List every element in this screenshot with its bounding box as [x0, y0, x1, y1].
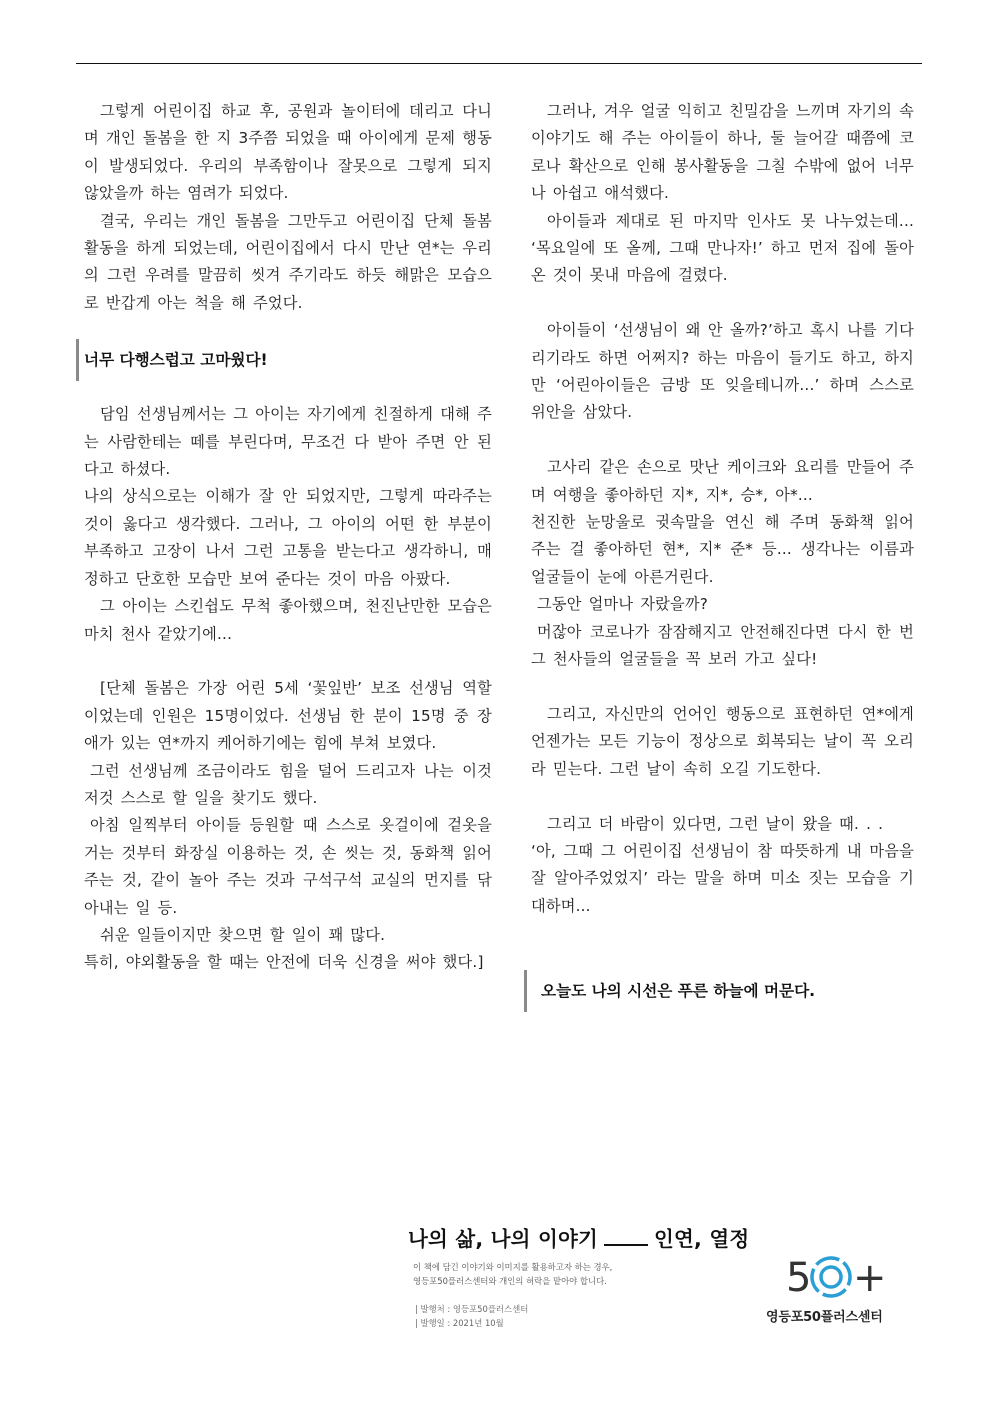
published-date: | 발행일 : 2021년 10월 — [415, 1318, 504, 1328]
spacer — [531, 920, 914, 970]
spacer — [531, 427, 914, 454]
book-title-left: 나의 삶, 나의 이야기 — [408, 1227, 599, 1251]
paragraph: 담임 선생님께서는 그 아이는 자기에게 친절하게 대해 주는 사람한테는 떼를 부린다며, 무조건 다 받아 주면 안 된다고 하셨다. — [84, 405, 492, 479]
heading-bar — [76, 339, 79, 381]
spacer — [84, 648, 492, 675]
paragraph: [단체 돌봄은 가장 어린 5세 ‘꽃잎반’ 보조 선생님 역할이었는데 인원은 15명이었다. 선생님 한 분이 15명 중 장애가 있는 연*까지 케어하기에는 힘에 부쳐 보였다. — [84, 679, 492, 753]
paragraph: 아이들과 제대로 된 마지막 인사도 못 나누었는데... ‘목요일에 또 올께, 그때 만나자!’ 하고 먼저 집에 돌아온 것이 못내 마음에 걸렸다. — [531, 211, 914, 285]
spacer — [84, 381, 492, 401]
logo-plus: + — [853, 1255, 887, 1301]
paragraph: 머잖아 코로나가 잠잠해지고 안전해진다면 다시 한 번 그 천사들의 얼굴들을 꼭 보러 가고 싶다! — [531, 622, 914, 669]
book-title — [408, 1222, 749, 1252]
spacer — [531, 290, 914, 317]
paragraph: 그런 선생님께 조금이라도 힘을 덜어 드리고자 나는 이것저것 스스로 할 일을 찾기도 했다. — [84, 761, 492, 807]
paragraph: 그러나, 겨우 얼굴 익히고 친밀감을 느끼며 자기의 속 이야기도 해 주는 아이들이 하나, 둘 늘어갈 때쯤에 코로나 확산으로 인해 봉사활동을 그칠 수밖에 없어 너무나 아쉽고 애석했다. — [531, 102, 914, 203]
notice-line: 이 책에 담긴 이야기와 이미지를 활용하고자 하는 경우, — [413, 1262, 613, 1272]
paragraph: 천진한 눈망울로 귓속말을 연신 해 주며 동화책 읽어 주는 걸 좋아하던 현*, 지* 준* 등... 생각나는 이름과 얼굴들이 눈에 아른거린다. — [531, 513, 914, 586]
title-dash — [604, 1244, 648, 1246]
spacer — [531, 674, 914, 701]
logo-digit: 5 — [786, 1255, 812, 1301]
paragraph: 나의 상식으로는 이해가 잘 안 되었지만, 그렇게 따라주는 것이 옳다고 생각했다. 그러나, 그 아이의 어떤 한 부분이 부족하고 고장이 나서 그런 고통을 받는다고 생각하니, 매정하고 단호한 모습만 보여 준다는 것이 마음 아팠다. — [84, 487, 492, 588]
paragraph: 아이들이 ‘선생님이 왜 안 올까?’하고 혹시 나를 기다리기라도 하면 어쩌지? 하는 마음이 들기도 하고, 하지만 ‘어린아이들은 금방 또 잊을테니까...’ 하며 스스로 위안을 삼았다. — [531, 321, 914, 422]
section-heading — [76, 339, 492, 381]
paragraph: 그리고 더 바람이 있다면, 그런 날이 왔을 때. . . — [547, 814, 884, 833]
spacer — [84, 317, 492, 339]
copyright-notice — [413, 1260, 612, 1288]
spacer — [531, 783, 914, 810]
paragraph: 쉬운 일들이지만 찾으면 할 일이 꽤 많다. — [100, 925, 386, 944]
publication-info — [415, 1302, 528, 1330]
paragraph: 그리고, 자신만의 언어인 행동으로 표현하던 연*에게 언젠가는 모든 기능이 정상으로 회복되는 날이 꼭 오리라 믿는다. 그런 날이 속히 오길 기도한다. — [531, 704, 914, 778]
heading-bar — [524, 970, 527, 1012]
paragraph: 결국, 우리는 개인 돌봄을 그만두고 어린이집 단체 돌봄 활동을 하게 되었는데, 어린이집에서 다시 만난 연*는 우리의 그런 우려를 말끔히 씻겨 주기라도 하듯 해맑은 모습으로 반갑게 아는 척을 해 주었다. — [84, 211, 492, 312]
heading-text: 오늘도 나의 시선은 푸른 하늘에 머문다. — [541, 982, 816, 1001]
publisher: | 발행처 : 영등포50플러스센터 — [415, 1304, 529, 1314]
paragraph: 아침 일찍부터 아이들 등원할 때 스스로 옷걸이에 겉옷을 거는 것부터 화장실 이용하는 것, 손 씻는 것, 동화책 읽어주는 것, 같이 놀아 주는 것과 구석구석 교실의 먼지를 닦아내는 일 등. — [84, 816, 492, 917]
paragraph: 특히, 야외활동을 할 때는 안전에 더욱 신경을 써야 했다.] — [84, 953, 484, 972]
book-title-right: 인연, 열정 — [654, 1227, 750, 1251]
paragraph: ‘아, 그때 그 어린이집 선생님이 참 따뜻하게 내 마음을 잘 알아주었었지’ 라는 말을 하며 미소 짓는 모습을 기대하며... — [531, 841, 914, 915]
notice-line: 영등포50플러스센터와 개인의 허락을 맡아야 합니다. — [413, 1276, 607, 1286]
top-rule — [76, 63, 922, 64]
paragraph: 그 아이는 스킨쉽도 무척 좋아했으며, 천진난만한 모습은 마치 천사 같았기에... — [84, 597, 492, 643]
section-heading — [524, 970, 914, 1012]
heading-text: 너무 다행스럽고 고마웠다! — [84, 351, 268, 370]
left-column — [84, 98, 492, 977]
right-column — [531, 98, 914, 1012]
paragraph: 그렇게 어린이집 하교 후, 공원과 놀이터에 데리고 다니며 개인 돌봄을 한 지 3주쯤 되었을 때 아이에게 문제 행동이 발생되었다. 우리의 부족함이나 잘못으로 그렇게 되지 않았을까 하는 염려가 되었다. — [84, 102, 492, 203]
center-name: 영등포50플러스센터 — [766, 1310, 883, 1325]
paragraph: 고사리 같은 손으로 맛난 케이크와 요리를 만들어 주며 여행을 좋아하던 지*, 지*, 승*, 아*... — [531, 458, 914, 504]
paragraph: 그동안 얼마나 자랐을까? — [537, 595, 709, 614]
